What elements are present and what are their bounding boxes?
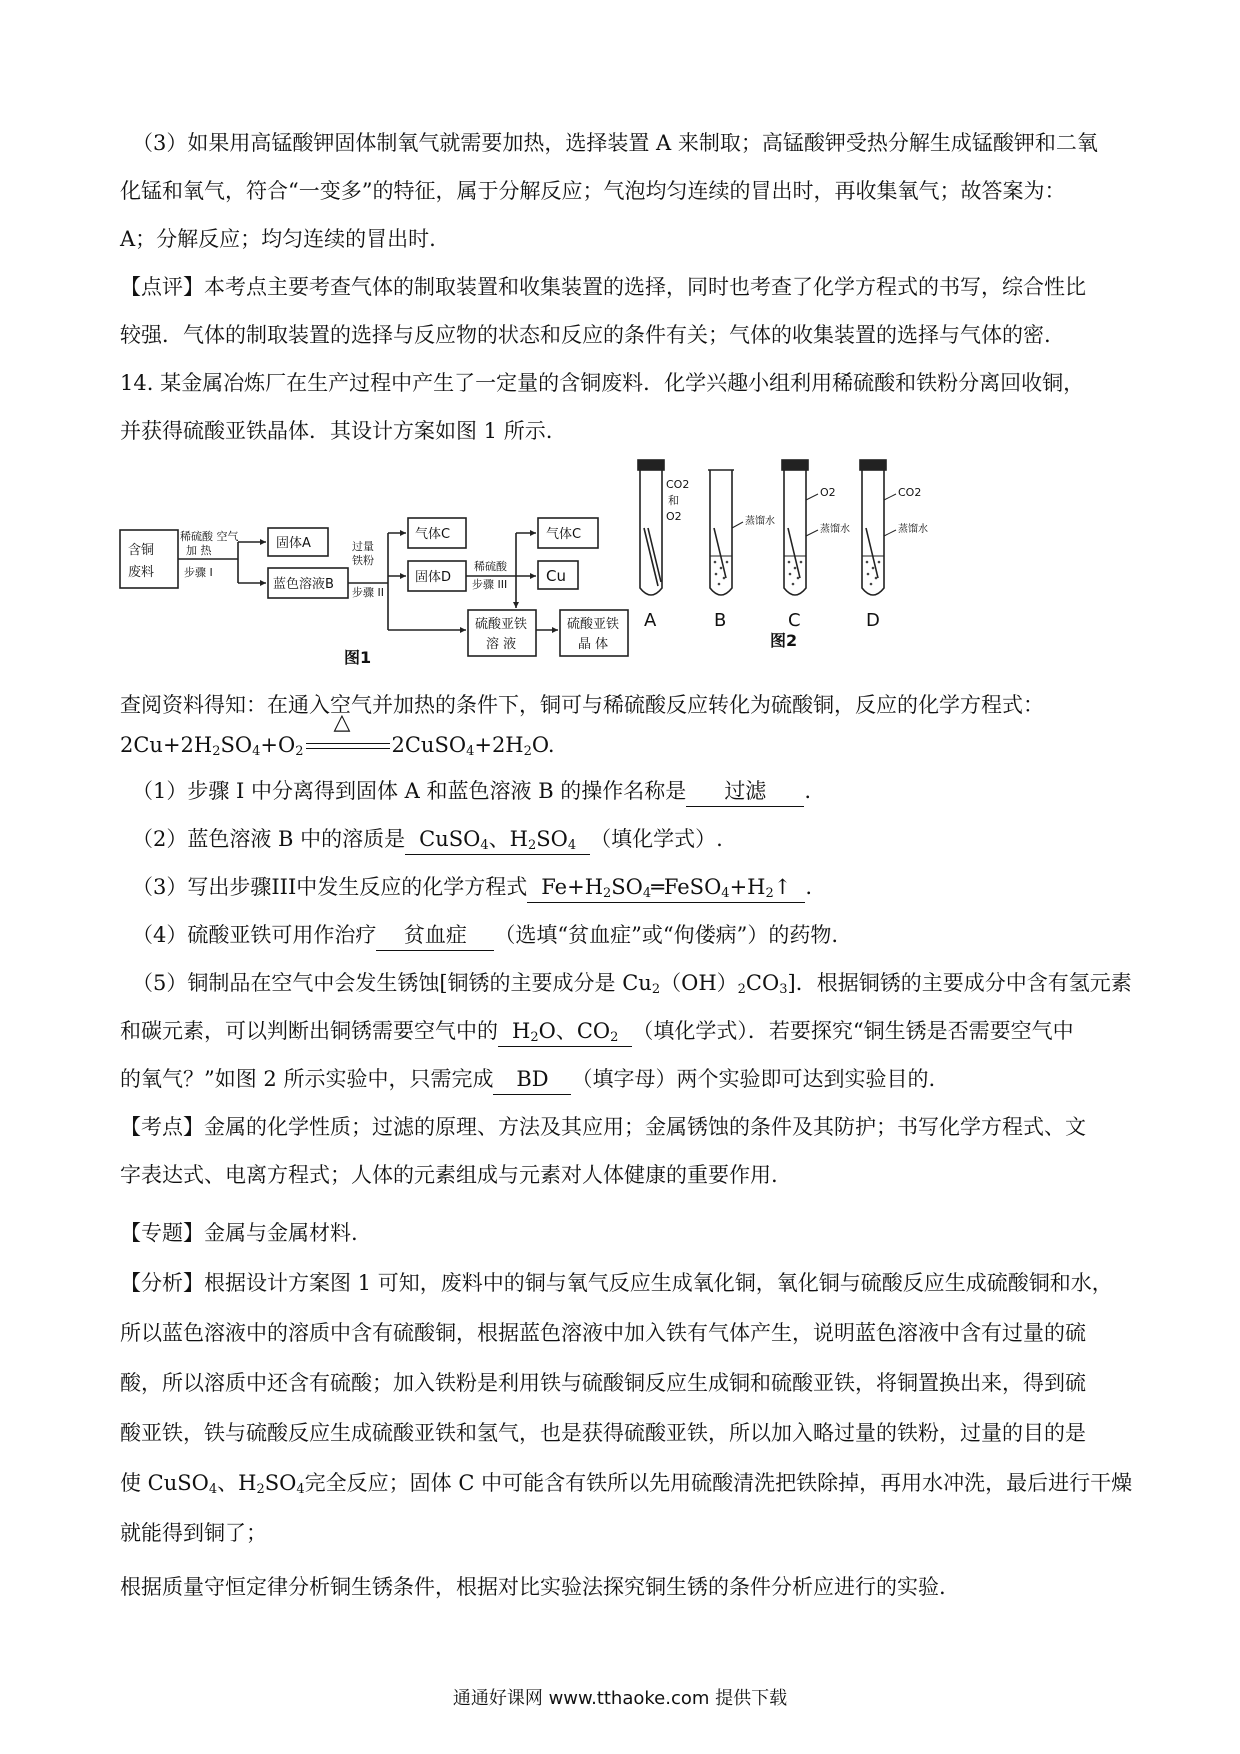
solid-a-text: 固体A (276, 536, 311, 551)
tube-a-label: A (644, 610, 657, 631)
tube-d-stopper (860, 460, 886, 470)
equation-1 (120, 710, 555, 760)
gas-c2-text: 气体C (546, 527, 582, 542)
kaodian-line-2: 字表达式、电离方程式；人体的元素组成与元素对人体健康的重要作用. (120, 1163, 778, 1187)
paragraph-3-line-1: （3）如果用高锰酸钾固体制氧气就需要加热，选择装置 A 来制取；高锰酸钾受热分解生成锰酸钾和二氧 (132, 131, 1098, 155)
tube-d (862, 470, 884, 595)
tube-b (710, 470, 732, 595)
tube-a-gas-2: 和 (668, 494, 679, 507)
kaodian-line-1: 【考点】金属的化学性质；过滤的原理、方法及其应用；金属锈蚀的条件及其防护；书写化学方程式、文 (120, 1115, 1086, 1139)
waste-text-2: 废料 (128, 565, 155, 580)
gas-c-text: 气体C (415, 527, 451, 542)
answer-5-line-1: （5）铜制品在空气中会发生锈蚀[铜锈的主要成分是 $Cu_2(OH)_2CO_3$]．根据铜锈的主要成分中含有氢元素 (132, 971, 1132, 997)
paragraph-3-line-3: A；分解反应；均匀连续的冒出时. (120, 227, 436, 251)
fenxi-line-6: 就能得到铜了； (120, 1521, 267, 1545)
figure-1-caption: 图1 (344, 648, 372, 667)
figure-2-caption: 图2 (770, 631, 798, 650)
tube-c-stopper (782, 460, 808, 470)
review-line-1: 【点评】本考点主要考查气体的制取装置和收集装置的选择，同时也考查了化学方程式的书写，综合性比 (120, 275, 1086, 299)
answer-5-blank-b: BD (493, 1064, 571, 1095)
tube-a-gas-1: CO2 (666, 478, 690, 491)
answer-4-end: （选填“贫血症”或“佝偻病”）的药物. (494, 923, 838, 947)
answer-3-blank: $Fe+H_2SO_4═FeSO_4+H_2↑$ (527, 872, 805, 903)
fenxi-line-5: 使 CuSO$_4$、$H_2SO_4$完全反应；固体 C 中可能含有铁所以先用硫酸清洗把铁除掉，再用水冲洗，最后进行干燥 (120, 1471, 1133, 1497)
answer-4-blank: 贫血症 (376, 920, 494, 951)
feso4-crystal-text-1: 硫酸亚铁 (567, 617, 620, 632)
feso4-crystal-text-2: 晶 体 (578, 637, 609, 652)
answer-5-line-2 (120, 1016, 1130, 1047)
blue-solution-text: 蓝色溶液B (273, 577, 334, 592)
fenxi-line-7: 根据质量守恒定律分析铜生锈条件，根据对比实验法探究铜生锈的条件分析应进行的实验. (120, 1575, 946, 1599)
answer-2-question: （2）蓝色溶液 B 中的溶质是 (132, 827, 406, 851)
answer-5-line-3 (120, 1064, 1130, 1095)
question-14-line-1: 14. 某金属冶炼厂在生产过程中产生了一定量的含铜废料．化学兴趣小组利用稀硫酸和铁粉分离回收铜， (120, 371, 1085, 395)
step2-reagent-2: 铁粉 (352, 554, 374, 567)
waste-text-1: 含铜 (128, 543, 155, 558)
answer-2 (132, 824, 1130, 855)
answer-2-blank: CuSO$_4$、$H_2SO_4$ (405, 824, 590, 855)
step1-label: 步骤 I (184, 566, 213, 579)
tube-c-water: 蒸馏水 (820, 524, 850, 535)
equation-condition (304, 710, 392, 760)
paragraph-3-line-2: 化锰和氧气，符合“一变多”的特征，属于分解反应；气泡均匀连续的冒出时，再收集氧气；故答案为： (120, 179, 1066, 203)
answer-5-end: （填字母）两个实验即可达到实验目的. (571, 1067, 936, 1091)
answer-5-question-b: 的氧气？”如图 2 所示实验中，只需完成 (120, 1067, 494, 1091)
answer-5-blank-a: $H_2O$、$CO_2$ (498, 1016, 632, 1047)
question-14-line-2: 并获得硫酸亚铁晶体．其设计方案如图 1 所示. (120, 419, 553, 443)
fenxi-line-3: 酸，所以溶质中还含有硫酸；加入铁粉是利用铁与硫酸铜反应生成铜和硫酸亚铁，将铜置换出来，得到硫 (120, 1371, 1086, 1395)
tube-b-label: B (714, 610, 727, 631)
feso4-solution-text-1: 硫酸亚铁 (475, 617, 528, 632)
answer-5-question-a: 和碳元素，可以判断出铜锈需要空气中的 (120, 1019, 498, 1043)
answer-4 (132, 920, 1130, 951)
step1-reagents: 稀硫酸 空气 (180, 530, 239, 543)
tube-b-water: 蒸馏水 (745, 516, 775, 527)
figure-svg (118, 458, 1030, 670)
step2-label: 步骤 II (352, 586, 384, 599)
solid-d-text: 固体D (415, 570, 452, 585)
answer-2-end: （填化学式）. (590, 827, 723, 851)
answer-5-middle: （填化学式）．若要探究“铜生锈是否需要空气中 (632, 1019, 1074, 1043)
answer-3-end: . (805, 875, 813, 899)
page-footer: 通通好课网 www.tthaoke.com 提供下载 (452, 1688, 788, 1709)
tube-c-label: C (788, 610, 801, 631)
answer-1-end: . (804, 779, 811, 803)
answer-3-question: （3）写出步骤III中发生反应的化学方程式 (132, 875, 528, 899)
step1-heat: 加 热 (186, 544, 212, 557)
tube-a-stopper (638, 460, 664, 470)
info-line-1: 查阅资料得知：在通入空气并加热的条件下，铜可与稀硫酸反应转化为硫酸铜，反应的化学方程式： (120, 693, 1044, 717)
answer-4-question: （4）硫酸亚铁可用作治疗 (132, 923, 377, 947)
equation-right: $2CuSO_4+2H_2O$. (391, 733, 555, 759)
tube-a-gas-3: O2 (666, 510, 682, 523)
tube-c (784, 470, 806, 595)
step3-label: 步骤 III (472, 578, 508, 591)
answer-1-blank: 过滤 (686, 776, 804, 807)
answer-1-question: （1）步骤 I 中分离得到固体 A 和蓝色溶液 B 的操作名称是 (132, 779, 687, 803)
cu-text: Cu (546, 567, 566, 585)
tube-d-gas: CO2 (898, 486, 922, 499)
answer-1 (132, 776, 1130, 807)
feso4-solution-text-2: 溶 液 (486, 637, 517, 652)
tube-d-label: D (866, 610, 880, 631)
fenxi-line-4: 酸亚铁，铁与硫酸反应生成硫酸亚铁和氢气，也是获得硫酸亚铁，所以加入略过量的铁粉，过量的目的是 (120, 1421, 1086, 1445)
tube-c-gas: O2 (820, 486, 836, 499)
zhuanti-line: 【专题】金属与金属材料. (120, 1221, 358, 1245)
step3-reagent: 稀硫酸 (474, 560, 507, 573)
experiment-figure (118, 458, 1030, 670)
tube-a (640, 470, 662, 595)
fenxi-line-1: 【分析】根据设计方案图 1 可知，废料中的铜与氧气反应生成氧化铜，氧化铜与硫酸反应生成硫酸铜和水， (120, 1271, 1113, 1295)
step2-reagent-1: 过量 (352, 540, 374, 553)
equation-left: $2Cu+2H_2SO_4+O_2$ (120, 733, 304, 759)
review-line-2: 较强．气体的制取装置的选择与反应物的状态和反应的条件有关；气体的收集装置的选择与气体的密. (120, 323, 1051, 347)
answer-3 (132, 872, 1130, 903)
tube-d-water: 蒸馏水 (898, 524, 928, 535)
fenxi-line-2: 所以蓝色溶液中的溶质中含有硫酸铜，根据蓝色溶液中加入铁有气体产生，说明蓝色溶液中含有过量的硫 (120, 1321, 1086, 1345)
heat-symbol: △ (333, 710, 351, 735)
